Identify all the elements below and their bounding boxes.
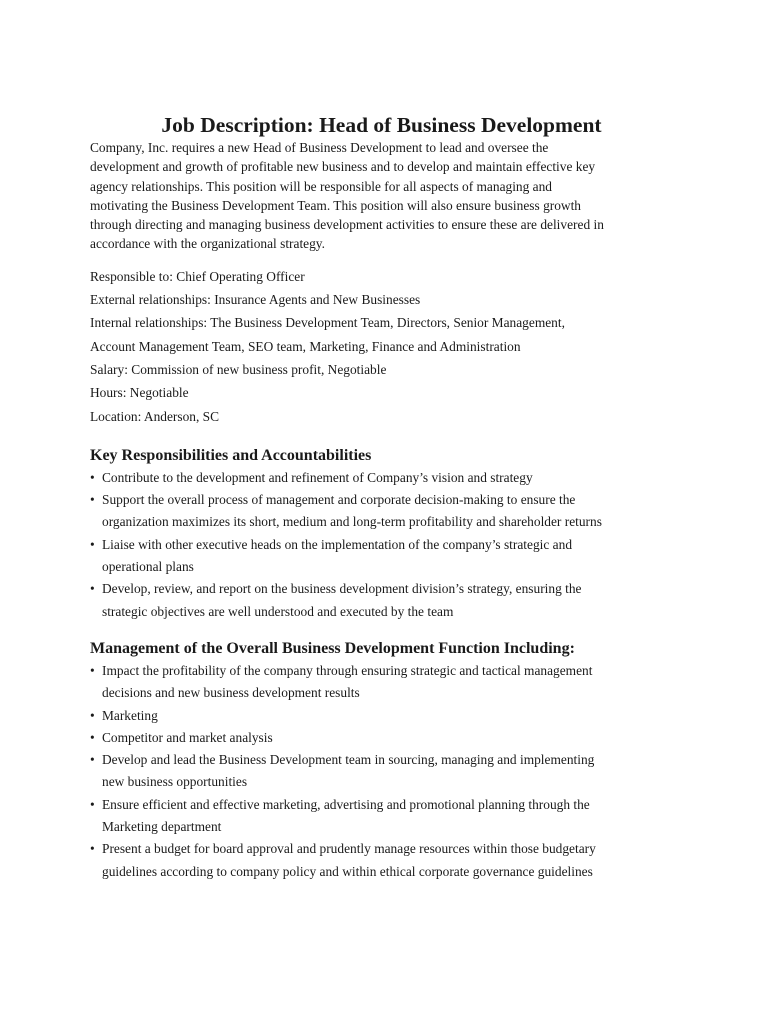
intro-line: development and growth of profitable new business and to develop and maintain effective key: [90, 159, 596, 175]
list-item-line: organization maximizes its short, medium and long-term profitability and shareholder returns: [102, 514, 602, 530]
list-item-line: Marketing: [102, 707, 158, 723]
bullet-icon: •: [90, 536, 95, 552]
list-item: [90, 534, 680, 579]
list-item-line: Marketing department: [102, 819, 222, 835]
bullet-icon: •: [90, 662, 95, 678]
intro-line: Company, Inc. requires a new Head of Business Development to lead and oversee the: [90, 140, 549, 155]
list-item: [90, 838, 680, 883]
list-item-line: Present a budget for board approval and prudently manage resources within those budgetary: [102, 841, 596, 857]
bullet-icon: •: [90, 581, 95, 597]
bullet-icon: •: [90, 752, 95, 768]
list-item-line: Develop, review, and report on the business development division’s strategy, ensuring the: [102, 581, 582, 597]
page-title: Job Description: Head of Business Development: [161, 113, 602, 137]
bullet-icon: •: [90, 729, 95, 745]
list-item-line: Develop and lead the Business Development team in sourcing, managing and implementing: [102, 752, 595, 768]
bullet-icon: •: [90, 492, 95, 508]
detail-hours: Hours: Negotiable: [90, 385, 189, 401]
intro-line: agency relationships. This position will be responsible for all aspects of managing and: [90, 178, 553, 194]
list-item-line: decisions and new business development results: [102, 685, 360, 701]
list-item: [90, 794, 680, 839]
key-responsibilities-list: [90, 467, 680, 623]
list-item: [90, 660, 680, 705]
list-item: [90, 749, 680, 794]
detail-location: Location: Anderson, SC: [90, 408, 220, 424]
detail-responsible-to: Responsible to: Chief Operating Officer: [90, 268, 305, 284]
list-item-line: Support the overall process of management and corporate decision-making to ensure the: [102, 492, 576, 508]
bullet-icon: •: [90, 707, 95, 723]
bullet-icon: •: [90, 796, 95, 812]
intro-line: motivating the Business Development Team. This position will also ensure business growth: [90, 197, 581, 213]
list-item-line: Contribute to the development and refinement of Company’s vision and strategy: [102, 469, 533, 485]
management-function-list: [90, 660, 680, 883]
section-heading-management-function: Management of the Overall Business Development Function Including:: [90, 639, 575, 657]
section-heading-key-responsibilities: Key Responsibilities and Accountabilities: [90, 446, 372, 464]
list-item: [90, 705, 680, 727]
list-item-line: Ensure efficient and effective marketing, advertising and promotional planning through the: [102, 796, 590, 812]
list-item: [90, 489, 680, 534]
intro-line: accordance with the organizational strategy.: [90, 236, 325, 252]
list-item: [90, 467, 680, 489]
bullet-icon: •: [90, 469, 95, 485]
detail-internal-relationships: Internal relationships: The Business Development Team, Directors, Senior Management,: [90, 315, 565, 331]
list-item-line: new business opportunities: [102, 774, 248, 790]
list-item-line: Competitor and market analysis: [102, 729, 273, 745]
document-page: [90, 112, 680, 883]
intro-line: through directing and managing business development activities to ensure these are delivered in: [90, 217, 604, 233]
intro-paragraph: [90, 138, 680, 254]
position-details: [90, 265, 680, 428]
list-item: [90, 578, 680, 623]
detail-external-relationships: External relationships: Insurance Agents and New Businesses: [90, 292, 421, 308]
list-item-line: strategic objectives are well understood and executed by the team: [102, 603, 454, 619]
detail-internal-relationships-cont: Account Management Team, SEO team, Marketing, Finance and Administration: [90, 338, 521, 354]
list-item-line: guidelines according to company policy and within ethical corporate governance guidelines: [102, 863, 593, 879]
list-item-line: Liaise with other executive heads on the implementation of the company’s strategic and: [102, 536, 573, 552]
detail-salary: Salary: Commission of new business profit, Negotiable: [90, 361, 387, 377]
list-item-line: Impact the profitability of the company through ensuring strategic and tactical management: [102, 662, 593, 678]
list-item-line: operational plans: [102, 559, 194, 575]
bullet-icon: •: [90, 841, 95, 857]
list-item: [90, 727, 680, 749]
